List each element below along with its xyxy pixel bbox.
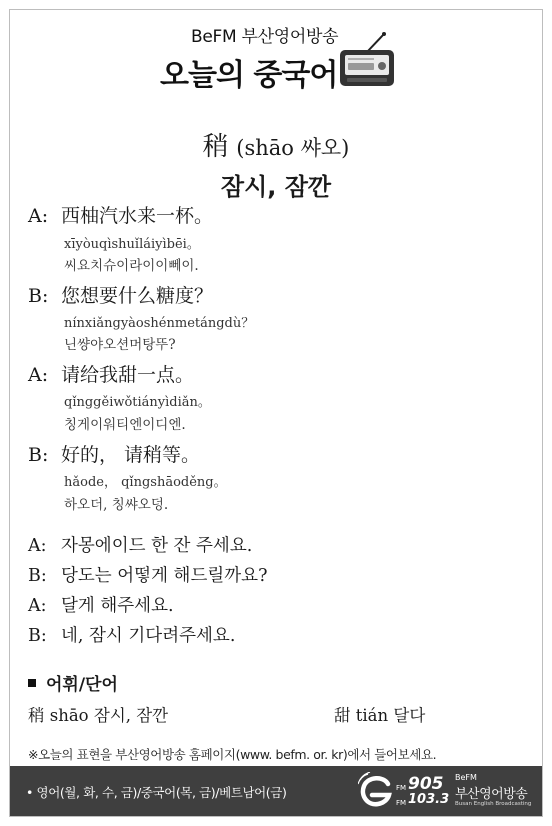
vocab-pinyin: shāo (49, 706, 89, 725)
homepage-note: ※오늘의 표현을 부산영어방송 홈페이지(www. befm. or. kr)에서 들어보세요. (28, 747, 437, 762)
korean-reading-line-4: 하오더, 칭쌰오덩. (64, 497, 169, 513)
word-meaning: 잠시, 잠깐 (220, 173, 332, 201)
pinyin-line-4: hǎode， qǐngshāoděng。 (64, 475, 227, 490)
befm-logo-icon (358, 772, 394, 810)
speaker-label: B: (28, 566, 47, 586)
translation-text: 당도는 어떻게 해드릴까요? (61, 566, 268, 586)
chinese-text: 请给我甜一点。 (61, 364, 195, 386)
word-title (10, 126, 542, 163)
station-name: BeFM 부산영어방송 (191, 27, 339, 47)
vocab-hanzi: 稍 (28, 706, 45, 725)
word-reading: (shāo 쌰오) (236, 136, 350, 160)
translation-text: 네, 잠시 기다려주세요. (61, 626, 236, 646)
dialogue-line-1 (28, 201, 213, 228)
fm-label: FM (396, 784, 407, 792)
vocab-meaning: 잠시, 잠깐 (93, 706, 169, 725)
logo-english-name: Busan English Broadcasting (455, 801, 532, 807)
header (10, 10, 542, 110)
vocabulary-item-1 (28, 702, 168, 726)
logo-station-name: 부산영어방송 (455, 787, 528, 802)
word-hanzi: 稍 (202, 132, 229, 162)
expression-card (9, 9, 543, 817)
speaker-label: A: (28, 536, 47, 556)
speaker-label: A: (28, 205, 49, 227)
translation-line-4 (28, 622, 235, 647)
vocabulary-heading-text: 어휘/단어 (46, 675, 118, 695)
chinese-text: 好的， 请稍等。 (61, 444, 201, 466)
chinese-text: 您想要什么糖度？ (61, 285, 214, 307)
speaker-label: A: (28, 596, 47, 616)
dialogue-line-3 (28, 360, 194, 387)
translation-text: 자몽에이드 한 잔 주세요. (61, 536, 253, 556)
dialogue-line-2 (28, 281, 213, 308)
bullet-square-icon (28, 679, 36, 687)
pinyin-line-2: nínxiǎngyàoshénmetángdù？ (64, 316, 255, 331)
translation-line-2 (28, 562, 267, 587)
logo-befm: BeFM (455, 773, 477, 782)
korean-reading-line-2: 닌썅야오션머탕뚜? (64, 337, 176, 353)
befm-logo (358, 770, 542, 814)
chinese-text: 西柚汽水来一杯。 (61, 205, 214, 227)
vocabulary-heading (28, 670, 118, 695)
pinyin-line-3: qǐnggěiwǒtiányìdiǎn。 (64, 395, 211, 410)
speaker-label: A: (28, 364, 49, 386)
pinyin-line-1: xīyòuqìshuǐláiyìbēi。 (64, 237, 200, 252)
vocab-meaning: 달다 (393, 706, 426, 725)
fm-label: FM (396, 799, 407, 807)
program-title: 오늘의 중국어 (160, 58, 338, 93)
translation-line-1 (28, 532, 252, 557)
translation-text: 달게 해주세요. (61, 596, 174, 616)
translation-line-3 (28, 592, 174, 617)
vocabulary-item-2 (334, 702, 425, 726)
speaker-label: B: (28, 444, 49, 466)
vocab-hanzi: 甜 (334, 706, 351, 725)
frequency-main: 905 (408, 774, 444, 794)
frequency-sub: 103.3 (408, 792, 450, 807)
vocab-pinyin: tián (355, 706, 389, 725)
speaker-label: B: (28, 626, 47, 646)
korean-reading-line-3: 칭게이워티엔이디엔. (64, 417, 186, 433)
radio-icon (338, 32, 396, 88)
dialogue-line-4 (28, 440, 200, 467)
broadcast-schedule: • 영어(월, 화, 수, 금)/중국어(목, 금)/베트남어(금) (26, 785, 287, 800)
korean-reading-line-1: 씨요치슈이라이이뻬이. (64, 258, 199, 274)
footer-bar (10, 766, 542, 816)
speaker-label: B: (28, 285, 49, 307)
